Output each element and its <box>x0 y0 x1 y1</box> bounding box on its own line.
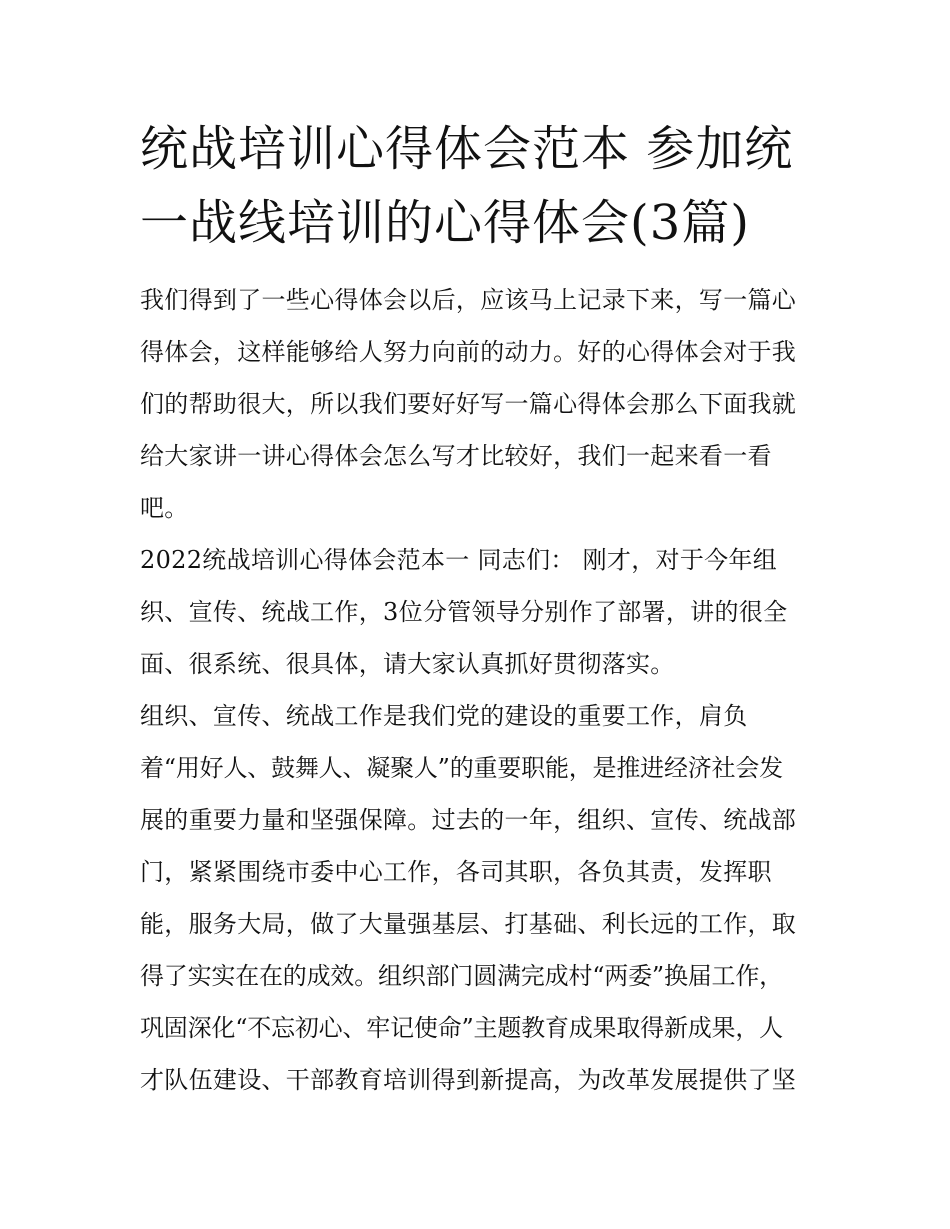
document-body <box>140 274 820 1106</box>
text-line: 得了实实在在的成效。组织部门圆满完成村“两委”换届工作， <box>140 962 783 990</box>
text-line: 给大家讲一讲心得体会怎么写才比较好，我们一起来看一看 <box>140 442 772 470</box>
text-line: 我们得到了一些心得体会以后，应该马上记录下来，写一篇心 <box>140 286 797 314</box>
text-line: 能，服务大局，做了大量强基层、打基础、利长远的工作，取 <box>140 910 797 938</box>
text-line: 门，紧紧围绕市委中心工作，各司其职，各负其责，发挥职 <box>140 858 772 886</box>
text-line: 展的重要力量和坚强保障。过去的一年，组织、宣传、统战部 <box>140 806 797 834</box>
text-line: 巩固深化“不忘初心、牢记使命”主题教育成果取得新成果，人 <box>140 1014 783 1042</box>
text-line: 得体会，这样能够给人努力向前的动力。好的心得体会对于我 <box>140 338 797 366</box>
text-line: 们的帮助很大，所以我们要好好写一篇心得体会那么下面我就 <box>140 390 797 418</box>
text-line: 组织、宣传、统战工作是我们党的建设的重要工作，肩负 <box>140 702 748 730</box>
text-line: 着“用好人、鼓舞人、凝聚人”的重要职能，是推进经济社会发 <box>140 754 783 782</box>
text-line: 吧。 <box>140 494 189 522</box>
text-line: 才队伍建设、干部教育培训得到新提高，为改革发展提供了坚 <box>140 1066 797 1094</box>
title-line-1: 统战培训心得体会范本 参加统 <box>140 121 794 177</box>
work-review-paragraph <box>140 690 820 1106</box>
text-line: 织、宣传、统战工作，3位分管领导分别作了部署，讲的很全 <box>140 598 788 626</box>
document-title <box>140 112 820 260</box>
text-line: 面、很系统、很具体，请大家认真抓好贯彻落实。 <box>140 650 675 678</box>
intro-paragraph <box>140 274 820 534</box>
text-line: 2022统战培训心得体会范本一 同志们： 刚才，对于今年组 <box>140 546 778 574</box>
sample-one-opening-paragraph <box>140 534 820 690</box>
title-line-2: 一战线培训的心得体会(3篇) <box>140 195 750 251</box>
